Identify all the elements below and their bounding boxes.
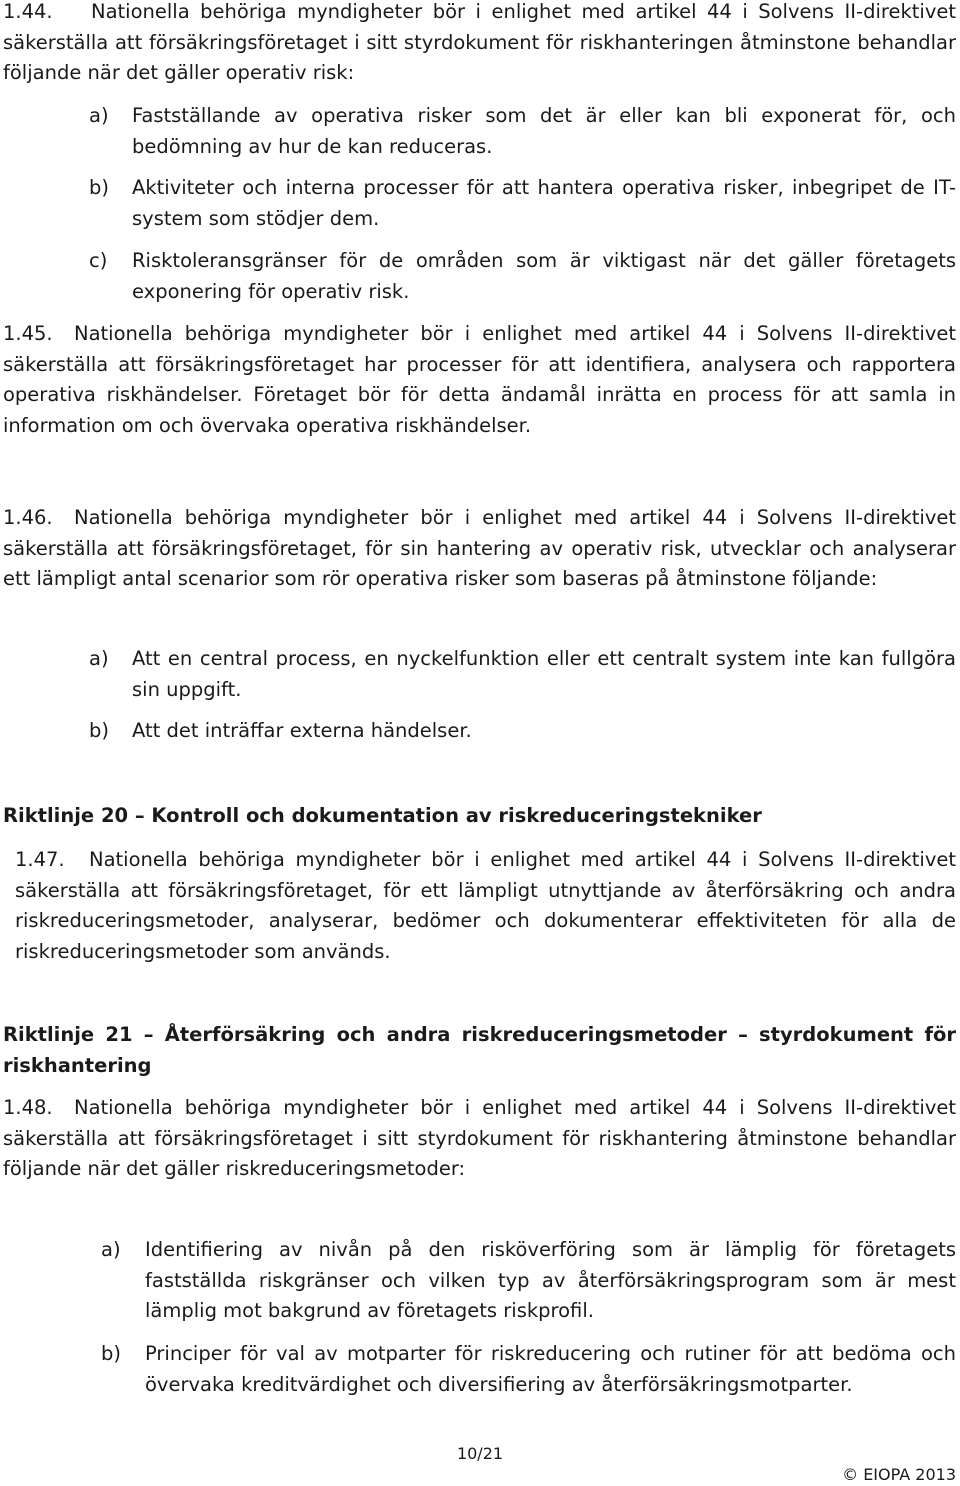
paragraph-text: Nationella behöriga myndigheter bör i enlighet med artikel 44 i Solvens II-direktivet säkerställa att försäkringsföretaget i sitt styrdokument för riskhantering åtminstone behandlar följande när det gäller riskreduceringsmetoder: [3, 1096, 956, 1180]
list-text: Aktiviteter och interna processer för att hantera operativa risker, inbegripet de IT-system som stödjer dem. [132, 176, 956, 230]
paragraph-text: Nationella behöriga myndigheter bör i enlighet med artikel 44 i Solvens II-direktivet säkerställa att försäkringsföretaget i sitt styrdokument för riskhanteringen åtminstone behandlar följande när det gäller operativ risk: [3, 0, 956, 84]
list-item [89, 101, 956, 162]
list-item [89, 246, 956, 307]
paragraph-text: Nationella behöriga myndigheter bör i enlighet med artikel 44 i Solvens II-direktivet säkerställa att försäkringsföretaget, för sin hantering av operativ risk, utvecklar och analyserar ett lämpligt antal scenarior som rör operativa risker som baseras på åtminstone följande: [3, 506, 956, 590]
paragraph-1-48 [3, 1093, 956, 1185]
list-text: Fastställande av operativa risker som det är eller kan bli exponerat för, och bedömning av hur de kan reduceras. [132, 104, 956, 158]
guideline-20-heading: Riktlinje 20 – Kontroll och dokumentation av riskreduceringstekniker [3, 804, 762, 827]
list-item [101, 1235, 956, 1327]
guideline-21-heading: Riktlinje 21 – Återförsäkring och andra riskreduceringsmetoder – styrdokument för riskhantering [3, 1023, 956, 1077]
paragraph-text: Nationella behöriga myndigheter bör i enlighet med artikel 44 i Solvens II-direktivet säkerställa att försäkringsföretaget har processer för att identifiera, analysera och rapportera operativa riskhändelser. Företaget bör för detta ändamål inrätta en process för att samla in information om och övervaka operativa riskhändelser. [3, 322, 956, 437]
paragraph-number: 1.47. [15, 848, 65, 871]
page-number: 10/21 [456, 1444, 504, 1463]
list-item [89, 716, 956, 747]
paragraph-number: 1.44. [3, 0, 53, 23]
list-item [89, 644, 956, 705]
list-label: c) [89, 249, 108, 272]
list-label: a) [89, 104, 109, 127]
list-label: b) [101, 1342, 121, 1365]
list-text: Att det inträffar externa händelser. [132, 719, 472, 742]
list-label: a) [89, 647, 109, 670]
list-label: b) [89, 719, 109, 742]
list-label: b) [89, 176, 109, 199]
paragraph-1-46 [3, 503, 956, 595]
list-item [89, 173, 956, 234]
paragraph-1-44 [3, 0, 956, 89]
paragraph-1-47 [15, 845, 956, 967]
list-text: Identifiering av nivån på den risköverföring som är lämplig för företagets fastställda riskgränser och vilken typ av återförsäkringsprogram som är mest lämplig mot bakgrund av företagets riskprofil. [145, 1238, 956, 1322]
list-text: Principer för val av motparter för riskreducering och rutiner för att bedöma och övervaka kreditvärdighet och diversifiering av återförsäkringsmotparter. [145, 1342, 956, 1396]
list-text: Att en central process, en nyckelfunktion eller ett centralt system inte kan fullgöra sin uppgift. [132, 647, 956, 701]
paragraph-number: 1.45. [3, 322, 53, 345]
list-text: Risktoleransgränser för de områden som är viktigast när det gäller företagets exponering för operativ risk. [132, 249, 956, 303]
list-item [101, 1339, 956, 1400]
paragraph-1-45 [3, 319, 956, 441]
list-label: a) [101, 1238, 121, 1261]
copyright: © EIOPA 2013 [842, 1465, 956, 1484]
paragraph-number: 1.48. [3, 1096, 53, 1119]
paragraph-number: 1.46. [3, 506, 53, 529]
paragraph-text: Nationella behöriga myndigheter bör i enlighet med artikel 44 i Solvens II-direktivet säkerställa att försäkringsföretaget, för ett lämpligt utnyttjande av återförsäkring och andra riskreduceringsmetoder, analyserar, bedömer och dokumenterar effektiviteten för alla de riskreduceringsmetoder som används. [15, 848, 956, 963]
